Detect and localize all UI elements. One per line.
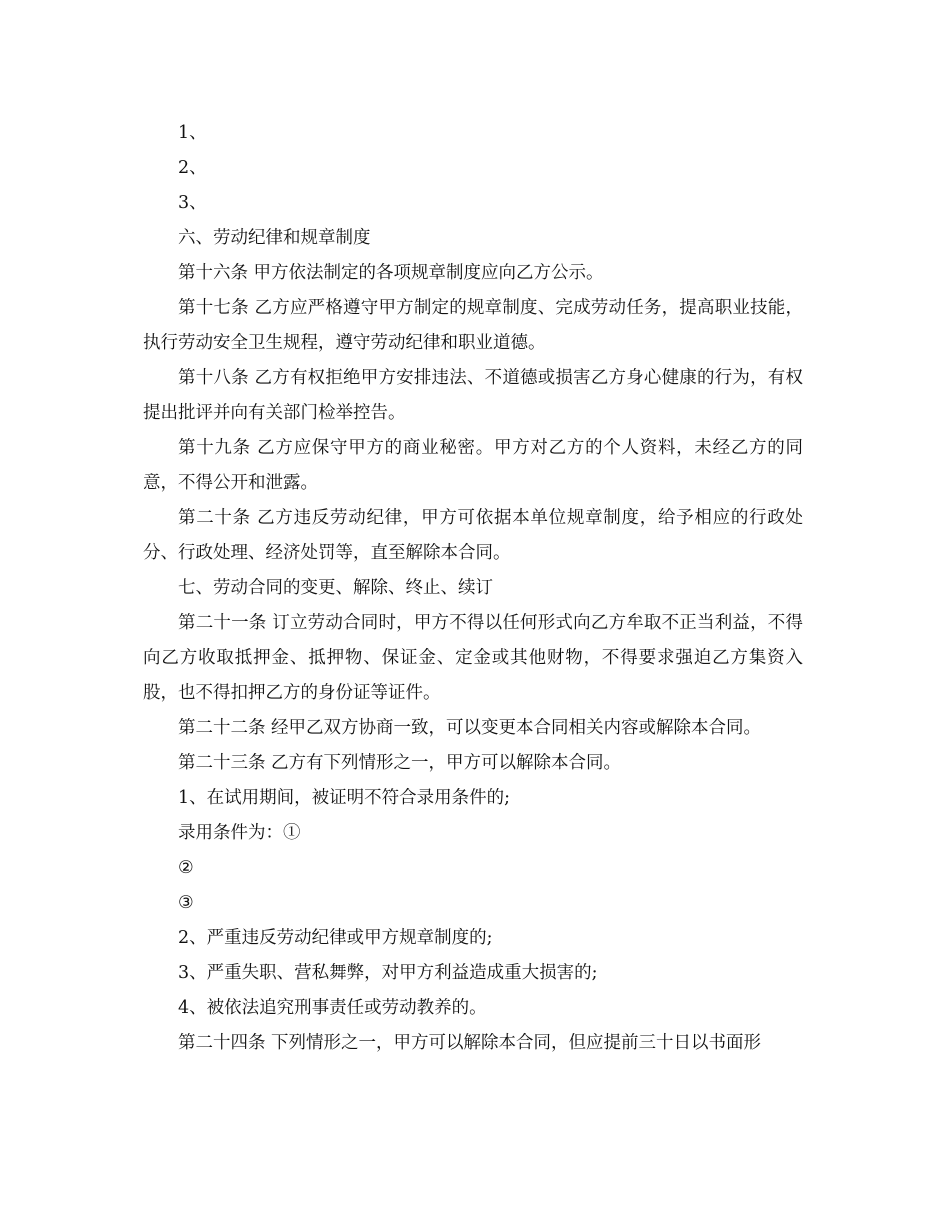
article-21: 第二十一条 订立劳动合同时，甲方不得以任何形式向乙方牟取不正当利益，不得向乙方收取抵押金、抵押物、保证金、定金或其他财物，不得要求强迫乙方集资入股，也不得扣押乙方的身份证等证件。 bbox=[143, 613, 803, 703]
article-20: 第二十条 乙方违反劳动纪律，甲方可依据本单位规章制度，给予相应的行政处分、行政处理、经济处罚等，直至解除本合同。 bbox=[143, 508, 803, 563]
document-body bbox=[143, 116, 803, 1061]
article-18: 第十八条 乙方有权拒绝甲方安排违法、不道德或损害乙方身心健康的行为，有权提出批评并向有关部门检举控告。 bbox=[143, 368, 803, 423]
list-item-1: 1、 bbox=[178, 123, 207, 143]
article-23: 第二十三条 乙方有下列情形之一，甲方可以解除本合同。 bbox=[178, 753, 622, 773]
article-23-item-2: 2、严重违反劳动纪律或甲方规章制度的; bbox=[178, 928, 493, 948]
article-23-item-1: 1、在试用期间，被证明不符合录用条件的; bbox=[178, 788, 511, 808]
section-heading-labor-discipline: 六、劳动纪律和规章制度 bbox=[178, 228, 371, 248]
article-23-item-4: 4、被依法追究刑事责任或劳动教养的。 bbox=[178, 998, 487, 1018]
article-24: 第二十四条 下列情形之一，甲方可以解除本合同，但应提前三十日以书面形 bbox=[178, 1033, 762, 1053]
list-item-3: 3、 bbox=[178, 193, 207, 213]
hiring-conditions: 录用条件为：① bbox=[178, 823, 301, 843]
hiring-condition-3: ③ bbox=[178, 893, 194, 913]
article-22: 第二十二条 经甲乙双方协商一致，可以变更本合同相关内容或解除本合同。 bbox=[178, 718, 762, 738]
section-heading-contract-changes: 七、劳动合同的变更、解除、终止、续订 bbox=[178, 578, 493, 598]
article-16: 第十六条 甲方依法制定的各项规章制度应向乙方公示。 bbox=[178, 263, 604, 283]
article-17: 第十七条 乙方应严格遵守甲方制定的规章制度、完成劳动任务，提高职业技能，执行劳动安全卫生规程，遵守劳动纪律和职业道德。 bbox=[143, 298, 803, 353]
hiring-condition-2: ② bbox=[178, 858, 194, 878]
article-23-item-3: 3、严重失职、营私舞弊，对甲方利益造成重大损害的; bbox=[178, 963, 598, 983]
list-item-2: 2、 bbox=[178, 158, 207, 178]
article-19: 第十九条 乙方应保守甲方的商业秘密。甲方对乙方的个人资料，未经乙方的同意，不得公开和泄露。 bbox=[143, 438, 803, 493]
